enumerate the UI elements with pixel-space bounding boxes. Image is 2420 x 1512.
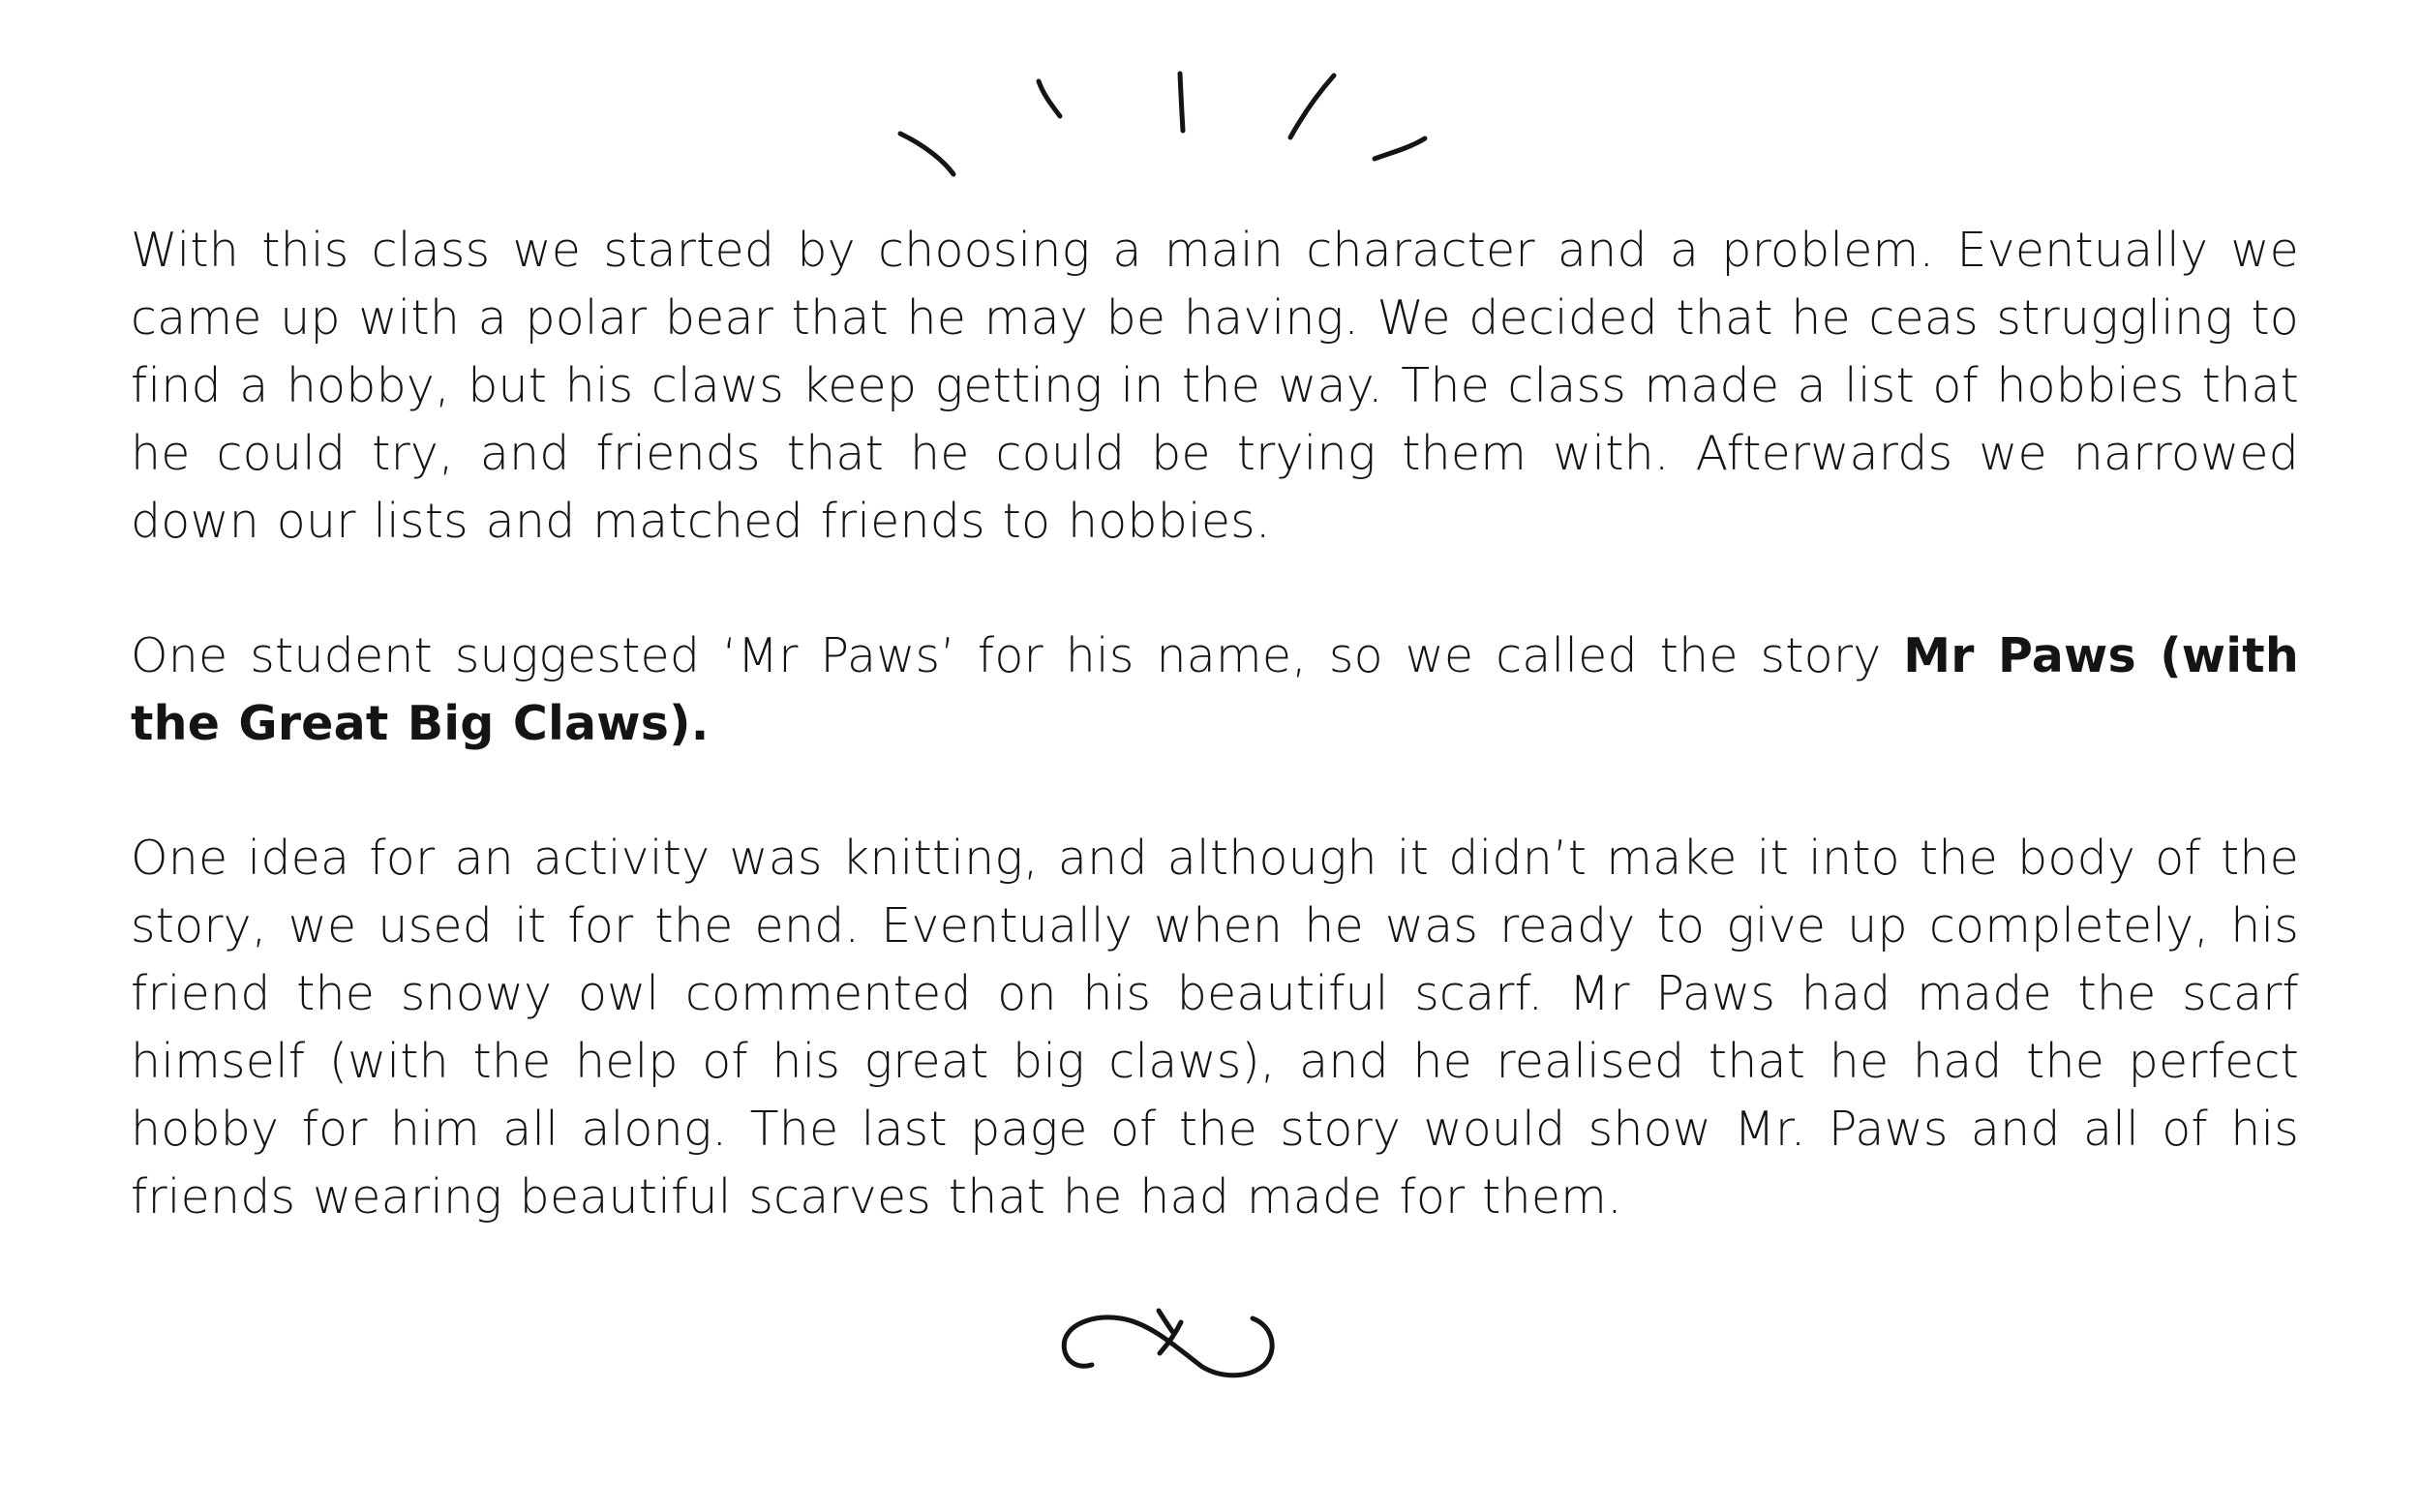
ending-paragraph: One idea for an activity was knitting, and although it didn’t make it into the body of the story, we used it for the end. Eventually when he was ready to give up completely, his friend the snowy owl commented on his beautiful scarf. Mr Paws had made the scarf himself (with the help of his great big claws), and he realised that he had the perfect hobby for him all along. The last page of the story would show Mr. Paws and all of his friends wearing beautiful scarves that he had made for them. — [131, 831, 2299, 1225]
sunburst-doodle-icon — [871, 58, 1471, 184]
story-title: Mr Paws (with the Great Big Claws). — [131, 628, 2299, 751]
naming-text: One student suggested ‘Mr Paws’ for his name, so we called the story — [131, 628, 1904, 683]
naming-paragraph — [131, 622, 2299, 758]
story-notes — [131, 217, 2299, 1231]
intro-paragraph: With this class we started by choosing a main character and a problem. Eventually we came up with a polar bear that he may be having. We decided that he ceas struggling to find a hobby, but his claws keep getting in the way. The class made a list of hobbies that he could try, and friends that he could be trying them with. Afterwards we narrowed down our lists and matched friends to hobbies. — [131, 223, 2299, 549]
infinity-flourish-doodle-icon — [1045, 1287, 1287, 1394]
